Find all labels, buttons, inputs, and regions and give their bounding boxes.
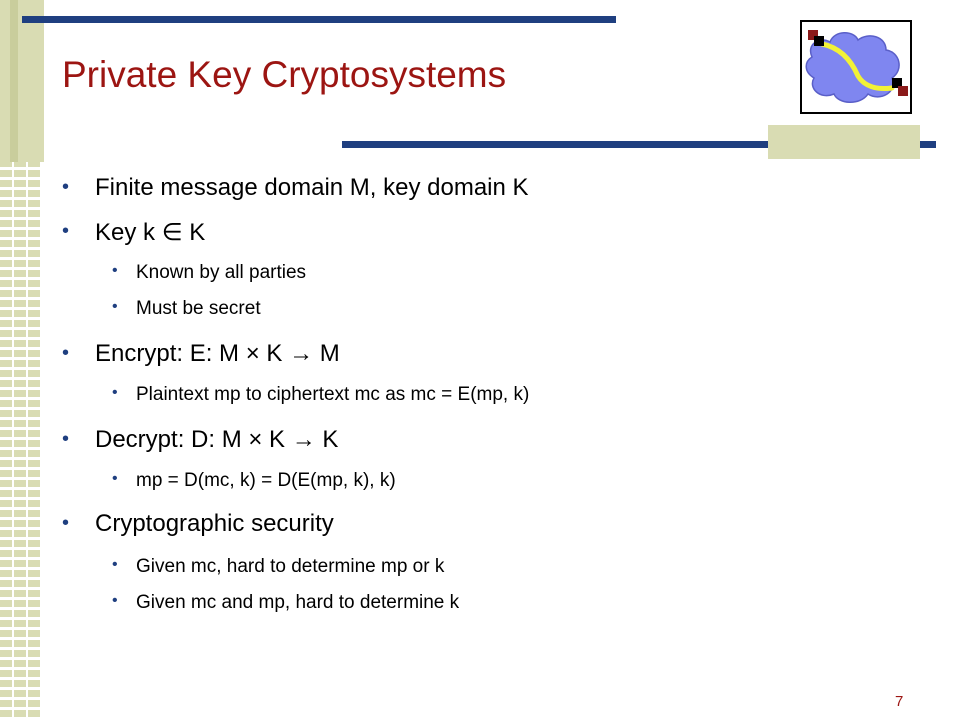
- bullet-dot-icon: •: [112, 556, 118, 573]
- bullet-dot-icon: •: [112, 298, 118, 315]
- bullet-dot-icon: •: [62, 176, 70, 198]
- bullet-text: Given mc, hard to determine mp or k: [136, 556, 445, 577]
- slide-title: Private Key Cryptosystems: [62, 54, 507, 95]
- bullet-dot-icon: •: [62, 428, 70, 450]
- bullet-text: Encrypt: E: M × K → M: [95, 340, 340, 367]
- bullet-text: Finite message domain M, key domain K: [95, 174, 529, 201]
- bullet-dot-icon: •: [112, 592, 118, 609]
- bullet-text: Plaintext mp to ciphertext mc as mc = E(mp, k): [136, 384, 530, 405]
- bullet-text: Given mc and mp, hard to determine k: [136, 592, 460, 613]
- page-number: 7: [895, 693, 904, 710]
- bullet-dot-icon: •: [62, 220, 70, 242]
- bullet-dot-icon: •: [62, 342, 70, 364]
- bullet-dot-icon: •: [112, 384, 118, 401]
- bullet-text: Key k ∈ K: [95, 219, 206, 246]
- bullet-text: Must be secret: [136, 298, 261, 319]
- bullet-text: mp = D(mc, k) = D(E(mp, k), k): [136, 470, 396, 491]
- bullet-text: Known by all parties: [136, 262, 307, 283]
- bullet-dot-icon: •: [62, 512, 70, 534]
- bullet-dot-icon: •: [112, 262, 118, 279]
- bullet-dot-icon: •: [112, 470, 118, 487]
- bullet-text: Decrypt: D: M × K → K: [95, 426, 339, 453]
- bullet-text: Cryptographic security: [95, 510, 334, 537]
